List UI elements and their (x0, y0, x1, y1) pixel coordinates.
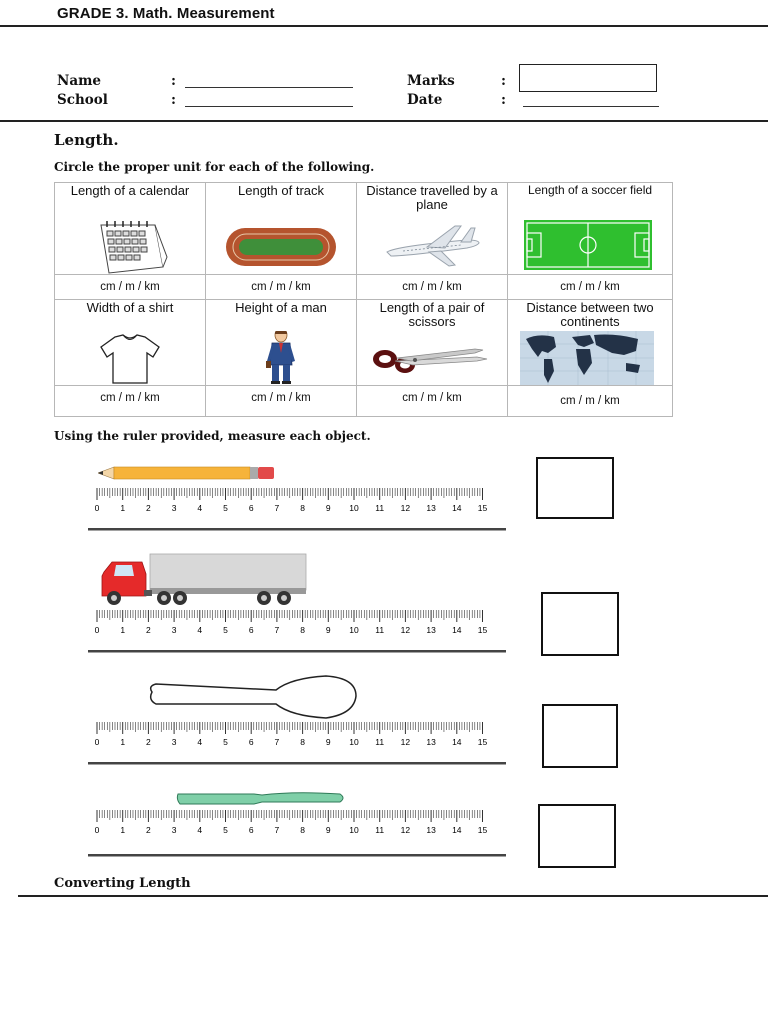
man-icon (206, 331, 356, 385)
answer-box[interactable] (536, 457, 614, 519)
ruler-number: 5 (223, 825, 228, 835)
ruler-number: 8 (300, 737, 305, 747)
unit-cell (206, 300, 357, 417)
ruler-number: 3 (171, 825, 177, 835)
scissors-icon (357, 331, 507, 385)
ruler-number: 3 (171, 737, 177, 747)
spoon-icon (146, 674, 362, 722)
ruler-number: 4 (197, 625, 203, 635)
ruler-number: 14 (452, 625, 462, 635)
unit-cell (357, 183, 508, 300)
unit-cell (508, 183, 673, 300)
unit-options[interactable]: cm / m / km (55, 385, 205, 410)
unit-cell (357, 300, 508, 417)
ruler-number: 15 (477, 825, 488, 835)
ruler-number: 1 (120, 737, 126, 747)
name-colon: : (171, 73, 176, 89)
ruler-number: 12 (400, 737, 411, 747)
ruler-number: 10 (349, 737, 359, 747)
ruler-number: 13 (426, 503, 436, 513)
ruler-number: 2 (146, 825, 151, 835)
ruler-number: 2 (146, 503, 151, 513)
ruler-number: 8 (300, 625, 305, 635)
unit-cell (55, 300, 206, 417)
ruler-number: 11 (375, 503, 385, 513)
ruler-graphic (88, 486, 510, 532)
ruler-number: 10 (349, 625, 359, 635)
pencil-icon (98, 465, 278, 481)
ruler-number: 4 (197, 503, 203, 513)
ruler-number: 3 (171, 625, 177, 635)
ruler-number: 2 (146, 737, 151, 747)
name-label: Name (57, 73, 101, 89)
ruler-graphic (88, 808, 510, 858)
ruler-number: 12 (400, 503, 411, 513)
ruler-number: 0 (94, 625, 100, 635)
ruler-number: 6 (248, 625, 254, 635)
unit-options[interactable]: cm / m / km (55, 274, 205, 299)
ruler-number: 10 (349, 825, 359, 835)
length-heading: Length. (54, 131, 119, 149)
unit-options[interactable]: cm / m / km (206, 274, 356, 299)
ruler-number: 15 (477, 625, 488, 635)
converting-heading: Converting Length (54, 876, 191, 891)
measure-instruction: Using the ruler provided, measure each object. (54, 429, 371, 443)
ruler-number: 8 (300, 825, 305, 835)
airplane-icon (357, 214, 507, 274)
ruler-number: 11 (375, 825, 385, 835)
ruler-graphic (88, 720, 510, 766)
ruler-number: 13 (426, 737, 436, 747)
ruler-number: 6 (248, 737, 254, 747)
converting-rule (18, 895, 768, 897)
school-label: School (57, 92, 108, 108)
ruler-number: 15 (477, 737, 488, 747)
item-title: Distance travelled by a plane (366, 183, 498, 212)
answer-box[interactable] (542, 704, 618, 768)
ruler (88, 486, 510, 532)
unit-cell (206, 183, 357, 300)
unit-options[interactable]: cm / m / km (508, 274, 672, 299)
item-title: Length of track (238, 183, 324, 198)
unit-cell (55, 183, 206, 300)
ruler-number: 5 (223, 625, 228, 635)
ruler-number: 1 (120, 503, 126, 513)
ruler-baseline (88, 854, 506, 857)
item-title: Length of a pair of scissors (379, 300, 485, 329)
marks-box[interactable] (519, 64, 657, 92)
ruler-number: 0 (94, 503, 100, 513)
ruler-number: 14 (452, 825, 462, 835)
ruler-number: 14 (452, 737, 462, 747)
worksheet-title: GRADE 3. Math. Measurement (57, 5, 275, 22)
ruler-number: 6 (248, 503, 254, 513)
unit-instruction: Circle the proper unit for each of the following. (54, 160, 375, 174)
item-title: Length of a calendar (70, 183, 190, 198)
ruler-baseline (88, 650, 506, 653)
ruler-number: 14 (452, 503, 462, 513)
ruler-baseline (88, 528, 506, 531)
ruler-number: 5 (223, 503, 228, 513)
ruler-number: 9 (325, 825, 331, 835)
ruler-number: 9 (325, 737, 331, 747)
soccer-field-icon (508, 214, 672, 274)
ruler-number: 6 (248, 825, 254, 835)
ruler-number: 4 (197, 825, 203, 835)
marks-colon: : (501, 73, 506, 89)
ruler-number: 11 (375, 737, 385, 747)
answer-box[interactable] (541, 592, 619, 656)
running-track-icon (206, 214, 356, 274)
ruler (88, 720, 510, 766)
ruler-baseline (88, 762, 506, 765)
truck-icon (98, 550, 310, 612)
ruler (88, 808, 510, 858)
unit-table (54, 182, 673, 417)
ruler-number: 13 (426, 825, 436, 835)
ruler-number: 15 (477, 503, 488, 513)
ruler-graphic (88, 608, 510, 654)
ruler-number: 3 (171, 503, 177, 513)
ruler-number: 7 (274, 625, 280, 635)
ruler-number: 1 (120, 825, 126, 835)
ruler-number: 7 (274, 737, 280, 747)
ruler-number: 9 (325, 503, 331, 513)
ruler-number: 12 (400, 625, 411, 635)
ruler-number: 9 (325, 625, 331, 635)
ruler-number: 0 (94, 825, 100, 835)
answer-box[interactable] (538, 804, 616, 868)
date-label: Date (407, 92, 443, 108)
item-title: Length of a soccer field (527, 183, 653, 197)
ruler-number: 1 (120, 625, 126, 635)
calendar-icon (55, 214, 205, 274)
unit-options[interactable]: cm / m / km (508, 385, 672, 416)
item-title: Height of a man (235, 300, 327, 315)
date-colon: : (501, 92, 506, 108)
ruler-number: 8 (300, 503, 305, 513)
unit-options[interactable]: cm / m / km (357, 274, 507, 299)
ruler-number: 7 (274, 503, 280, 513)
school-colon: : (171, 92, 176, 108)
ruler-number: 10 (349, 503, 359, 513)
ruler-number: 5 (223, 737, 228, 747)
ruler (88, 608, 510, 654)
date-field[interactable] (523, 106, 659, 107)
school-field[interactable] (185, 106, 353, 107)
marks-label: Marks (407, 73, 455, 89)
item-title: Distance between two continents (526, 300, 654, 329)
ruler-number: 13 (426, 625, 436, 635)
ruler-number: 12 (400, 825, 411, 835)
shirt-icon (55, 331, 205, 385)
info-rule (0, 120, 768, 122)
ruler-number: 11 (375, 625, 385, 635)
item-title: Width of a shirt (86, 300, 174, 315)
ruler-number: 2 (146, 625, 151, 635)
ruler-number: 0 (94, 737, 100, 747)
unit-options[interactable]: cm / m / km (357, 385, 507, 410)
ruler-number: 4 (197, 737, 203, 747)
name-field[interactable] (185, 87, 353, 88)
unit-cell (508, 300, 673, 417)
world-map-icon (508, 331, 672, 385)
unit-options[interactable]: cm / m / km (206, 385, 356, 410)
ruler-number: 7 (274, 825, 280, 835)
knife-icon (174, 790, 346, 808)
header-rule (0, 25, 768, 27)
